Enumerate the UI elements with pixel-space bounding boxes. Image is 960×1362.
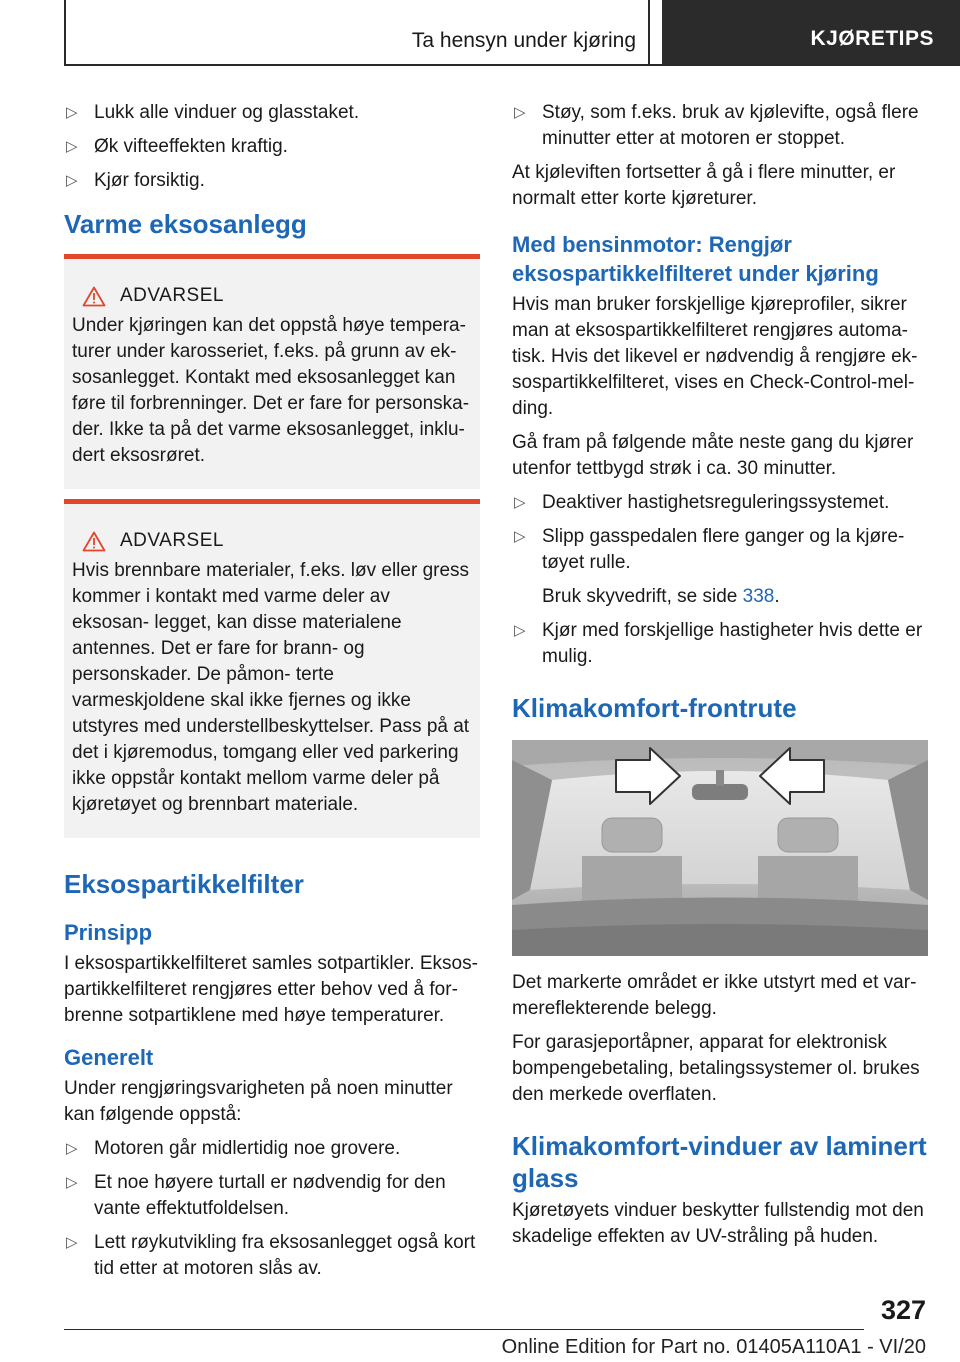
left-column <box>64 100 480 1290</box>
bullet-triangle-icon: ▷ <box>66 172 78 189</box>
list-item: ▷ Slipp gasspedalen flere ganger og la kjøre‐ tøyet rulle. <box>514 526 905 573</box>
petrol-paragraph-1: Hvis man bruker forskjellige kjøreprofiler, sikrer man at eksospartikkelfilteret rengjøres automa‐ tisk. Hvis det likevel er nødvendig å rengjøre ek‐ sospartikkelfilteret, vises en Check-Control-mel‐ ding. <box>512 294 918 419</box>
bullet-triangle-icon: ▷ <box>514 494 526 511</box>
page-number: 327 <box>880 1295 926 1325</box>
windscreen-photo <box>512 740 928 956</box>
right-column <box>512 100 928 1258</box>
bullet-triangle-icon: ▷ <box>66 104 78 121</box>
warning-box-burns <box>64 254 480 489</box>
bullet-triangle-icon: ▷ <box>514 104 526 121</box>
header-divider <box>648 0 650 66</box>
heading-principle: Prinsipp <box>64 920 153 945</box>
footer-edition: Online Edition for Part no. 01405A110A1 - VI/20 <box>501 1336 926 1358</box>
list-item: ▷ Motoren går midlertidig noe grovere. <box>64 1136 480 1162</box>
heading-particle-filter: Eksospartikkelfilter <box>64 869 304 899</box>
fan-paragraph: At kjøleviften fortsetter å gå i flere minutter, er normalt etter korte kjøreturer. <box>512 162 896 209</box>
warning-box-fire <box>64 499 480 838</box>
windscreen-paragraph-1: Det markerte området er ikke utstyrt med et var‐ mereflekterende belegg. <box>512 972 917 1019</box>
heading-laminated-windows: Klimakomfort-vinduer av laminert glass <box>512 1131 927 1193</box>
list-item: ▷ Støy, som f.eks. bruk av kjølevifte, også flere minutter etter at motoren er stoppet. <box>514 102 919 149</box>
list-item: ▷ Kjør med forskjellige hastigheter hvis dette er mulig. <box>514 620 923 667</box>
chapter-label: KJØRETIPS <box>810 27 934 50</box>
page-link[interactable]: 338 <box>742 586 775 607</box>
bullet-triangle-icon: ▷ <box>66 138 78 155</box>
warning-text: Hvis brennbare materialer, f.eks. løv eller gress kommer i kontakt med varme deler av eksosan‐ legget, kan disse materialene antennes. Det er fare for brann- og personskader. De påmon‐ terte varmeskjoldene skal ikke fjernes og ikke utstyres med understellbeskyttelser. Pass på at det i kjøremodus, tomgang eller ved parkering ikke oppstår kontakt mellom varme deler på kjøretøyet og brennbart materiale. <box>72 560 470 815</box>
list-item: ▷ Et noe høyere turtall er nødvendig for den vante effektutfoldelsen. <box>66 1172 446 1219</box>
list-item: ▷ Kjør forsiktig. <box>64 168 480 194</box>
header-section-title: Ta hensyn under kjøring <box>411 29 636 52</box>
general-paragraph: Under rengjøringsvarigheten på noen minutter kan følgende oppstå: <box>64 1078 453 1125</box>
list-item: ▷ Lukk alle vinduer og glasstaket. <box>64 100 480 126</box>
list-item: ▷ Deaktiver hastighetsreguleringssystemet. <box>512 490 928 516</box>
warning-triangle-icon <box>74 531 114 552</box>
warning-text: Under kjøringen kan det oppstå høye tempera‐ turer under karosseriet, f.eks. på grunn av ek‐ sosanlegget. Kontakt med eksosanlegget kan føre til forbrenninger. Det er fare for personska‐ der. Ikke ta på det varme eksosanlegget, inklu‐ dert eksosrøret. <box>72 315 470 466</box>
petrol-paragraph-2: Gå fram på følgende måte neste gang du kjører utenfor tettbygd strøk i ca. 30 minutter. <box>512 432 914 479</box>
coast-reference: Bruk skyvedrift, se side 338. <box>542 586 780 607</box>
bullet-triangle-icon: ▷ <box>66 1234 78 1251</box>
heading-hot-exhaust: Varme eksosanlegg <box>64 209 307 239</box>
list-item: ▷ Øk vifteeffekten kraftig. <box>64 134 480 160</box>
windscreen-paragraph-2: For garasjeportåpner, apparat for elektronisk bompengebetaling, betalingssystemer ol. brukes den merkede overflaten. <box>512 1032 920 1105</box>
bullet-triangle-icon: ▷ <box>514 622 526 639</box>
list-item: ▷ Lett røykutvikling fra eksosanlegget også kort tid etter at motoren slås av. <box>66 1232 476 1279</box>
header-rule <box>64 64 960 66</box>
bullet-triangle-icon: ▷ <box>66 1174 78 1191</box>
heading-general: Generelt <box>64 1045 154 1070</box>
heading-petrol-engine: Med bensinmotor: Rengjør eksospartikkelfilteret under kjøring <box>512 232 879 286</box>
windows-paragraph: Kjøretøyets vinduer beskytter fullstendig mot den skadelige effekten av UV-stråling på huden. <box>512 1200 924 1247</box>
warning-label: ADVARSEL <box>120 530 224 551</box>
principle-paragraph: I eksospartikkelfilteret samles sotpartikler. Eksos‐ partikkelfilteret rengjøres etter behov ved å for‐ brenne sotpartiklene med høye temperaturer. <box>64 953 478 1026</box>
bullet-triangle-icon: ▷ <box>514 528 526 545</box>
heading-windscreen: Klimakomfort-frontrute <box>512 693 797 723</box>
warning-triangle-icon <box>74 286 114 307</box>
bullet-triangle-icon: ▷ <box>66 1140 78 1157</box>
warning-label: ADVARSEL <box>120 285 224 306</box>
footer-rule <box>64 1329 864 1330</box>
header-chapter-tab[interactable] <box>662 0 960 64</box>
header-left-rule <box>64 0 66 66</box>
